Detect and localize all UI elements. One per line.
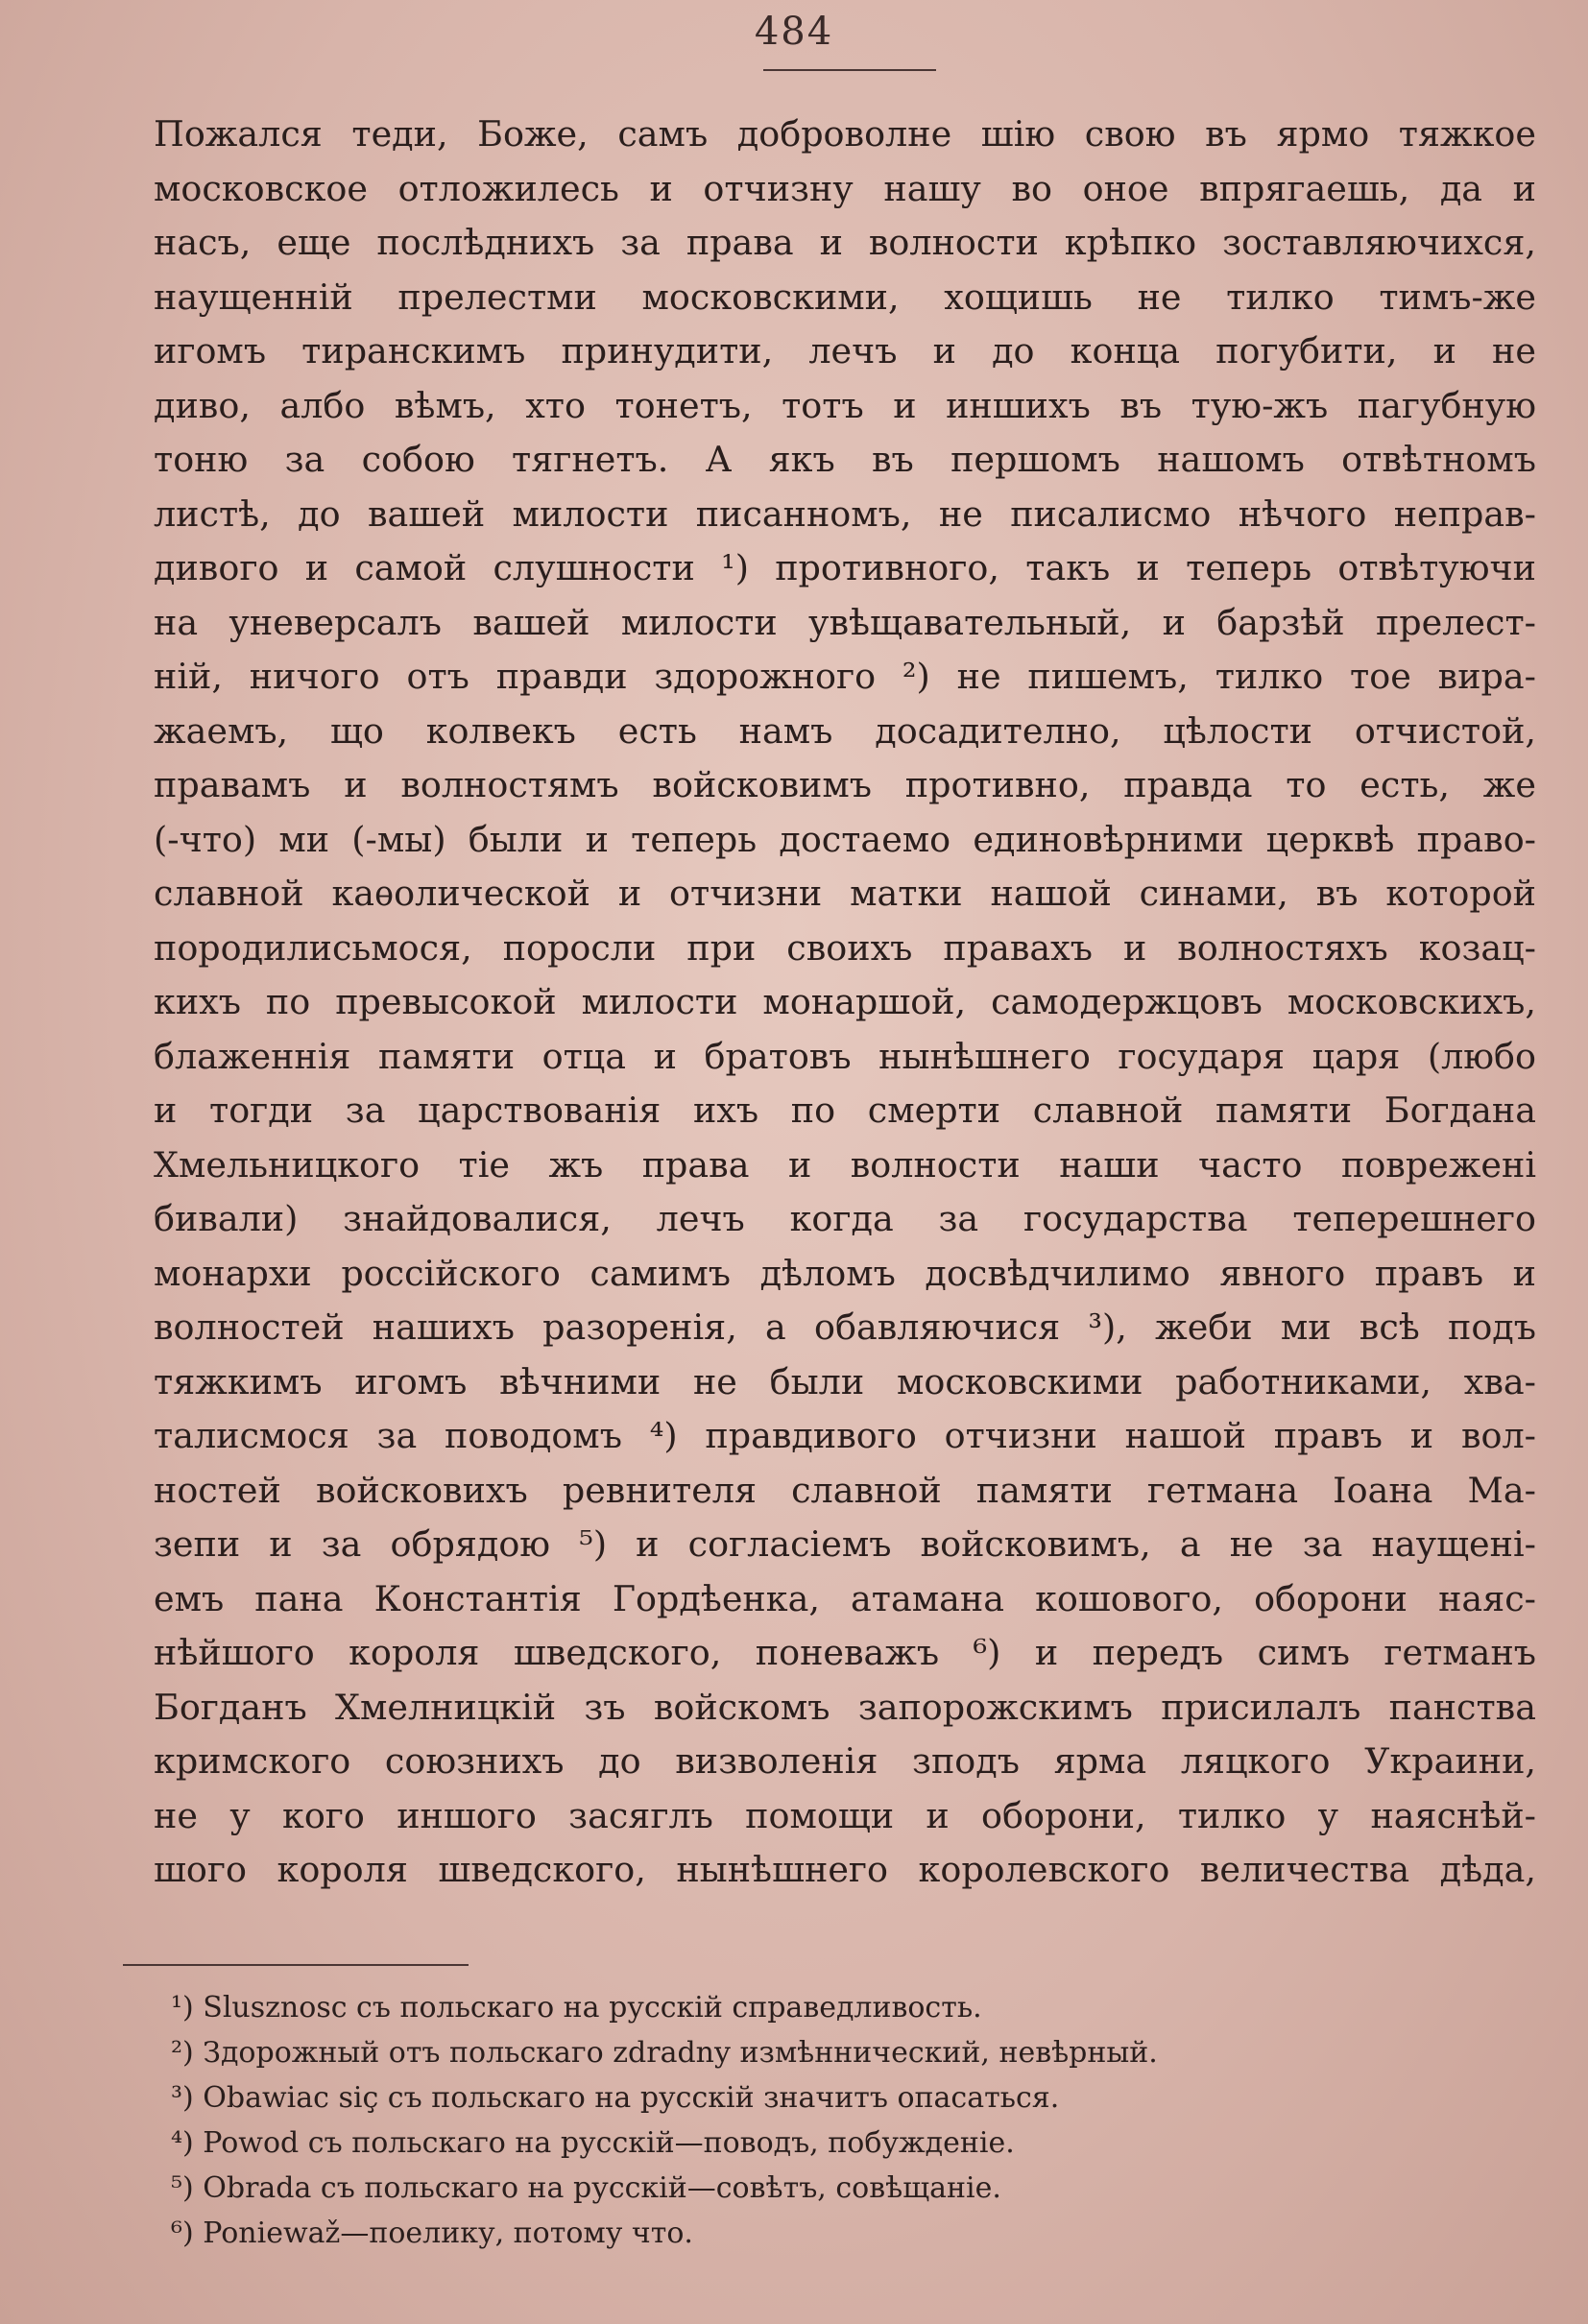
body-line: кримского союзнихъ до визволенiя зподъ ярма ляцкого Украини, [154,1740,1536,1782]
body-line: и тогди за царствованiя ихъ по смерти славной памяти Богдана [154,1090,1536,1131]
body-line: жаемъ, що колвекъ есть намъ досадително, цѣлости отчистой, [154,709,1536,752]
body-line: зепи и за обрядою ⁵) и согласiемъ войсковимъ, а не за наущенi- [154,1523,1536,1565]
body-line: талисмося за поводомъ ⁴) правдивого отчизни нашой правъ и вол- [154,1415,1536,1456]
footnote-rule [123,1964,469,1966]
body-line: кихъ по превысокой милости монаршой, самодержцовъ московскихъ, [154,981,1536,1022]
body-line: на уневерсалъ вашей милости увѣщавательный, и барзѣй прелест- [154,601,1536,643]
body-line: правамъ и волностямъ войсковимъ противно, правда то есть, же [154,764,1536,805]
footnote: ¹) Slusznosc съ польскаго на русскiй справедливость. [171,1991,982,2025]
body-line: волностей нашихъ разоренiя, а обавляючися ³), жеби ми всѣ подъ [154,1306,1536,1348]
page-number: 484 [754,10,834,54]
body-line: Пожался теди, Боже, самъ доброволне шiю свою въ ярмо тяжкое [154,113,1536,155]
body-line: (-что) ми (-мы) были и теперь достаемо единовѣрними церквѣ право- [154,818,1536,860]
body-line: славной каѳолической и отчизни матки нашой синами, въ которой [154,873,1536,914]
body-line: Хмельницкого тiе жъ права и волности наши часто повреженi [154,1143,1536,1186]
footnote: ⁵) Obrada съ польскаго на русскiй—совѣтъ, совѣщанiе. [171,2171,1001,2205]
body-line: наущеннiй прелестми московскими, хощишь не тилко тимъ-же [154,276,1536,318]
body-line: игомъ тиранскимъ принудити, лечъ и до конца погубити, и не [154,330,1536,371]
footnotes [171,1985,1419,2256]
footnote: ³) Obawiac siç съ польскаго на русскiй значитъ опасаться. [171,2081,1060,2115]
footnote: ²) Здорожный отъ польскаго zdradny измѣннический, невѣрный. [171,2036,1158,2070]
body-line: емъ пана Константiя Гордѣенка, атамана кошового, оборони наяс- [154,1577,1536,1619]
body-line: тоню за собою тягнетъ. А якъ въ першомъ нашомъ отвѣтномъ [154,439,1536,480]
body-line: насъ, еще послѣднихъ за права и волности крѣпко зоставляючихся, [154,222,1536,263]
body-line: нѣйшого короля шведского, поневажъ ⁶) и передъ симъ гетманъ [154,1632,1536,1673]
body-line: московское отложилесь и отчизну нашу во оное впрягаешь, да и [154,167,1536,209]
footnote: ⁶) Poniewaž—поелику, потому что. [171,2216,693,2250]
body-line: шого короля шведского, нынѣшнего королевского величества дѣда, [154,1849,1536,1890]
body-line: ностей войсковихъ ревнителя славной памяти гетмана Iоана Ма- [154,1469,1536,1511]
body-line: блаженнiя памяти отца и братовъ нынѣшнего государя царя (любо [154,1035,1536,1077]
body-line: дивого и самой слушности ¹) противного, такъ и теперь отвѣтуючи [154,547,1536,588]
body-line: листѣ, до вашей милости писанномъ, не писалисмо нѣчого неправ- [154,492,1536,535]
body-line: монархи россiйского самимъ дѣломъ досвѣдчилимо явного правъ и [154,1252,1536,1294]
body-line: породилисьмося, поросли при своихъ правахъ и волностяхъ козац- [154,926,1536,969]
body-line: тяжкимъ игомъ вѣчними не были московскими работниками, хва- [154,1360,1536,1402]
body-line: не у кого иншого засяглъ помощи и оборони, тилко у наяснѣй- [154,1794,1536,1836]
body-line: бивали) знайдовалися, лечъ когда за государства теперешнего [154,1198,1536,1239]
header-rule [763,69,936,71]
body-line: диво, албо вѣмъ, хто тонетъ, тотъ и иншихъ въ тую-жъ пагубную [154,384,1536,426]
footnote: ⁴) Powod съ польскаго на русскiй—поводъ, побужденiе. [171,2126,1015,2160]
body-text [154,108,1536,1898]
body-line: Богданъ Хмелницкiй зъ войскомъ запорожскимъ присилалъ панства [154,1686,1536,1728]
body-line: нiй, ничого отъ правди здорожного ²) не пишемъ, тилко тое вира- [154,656,1536,697]
